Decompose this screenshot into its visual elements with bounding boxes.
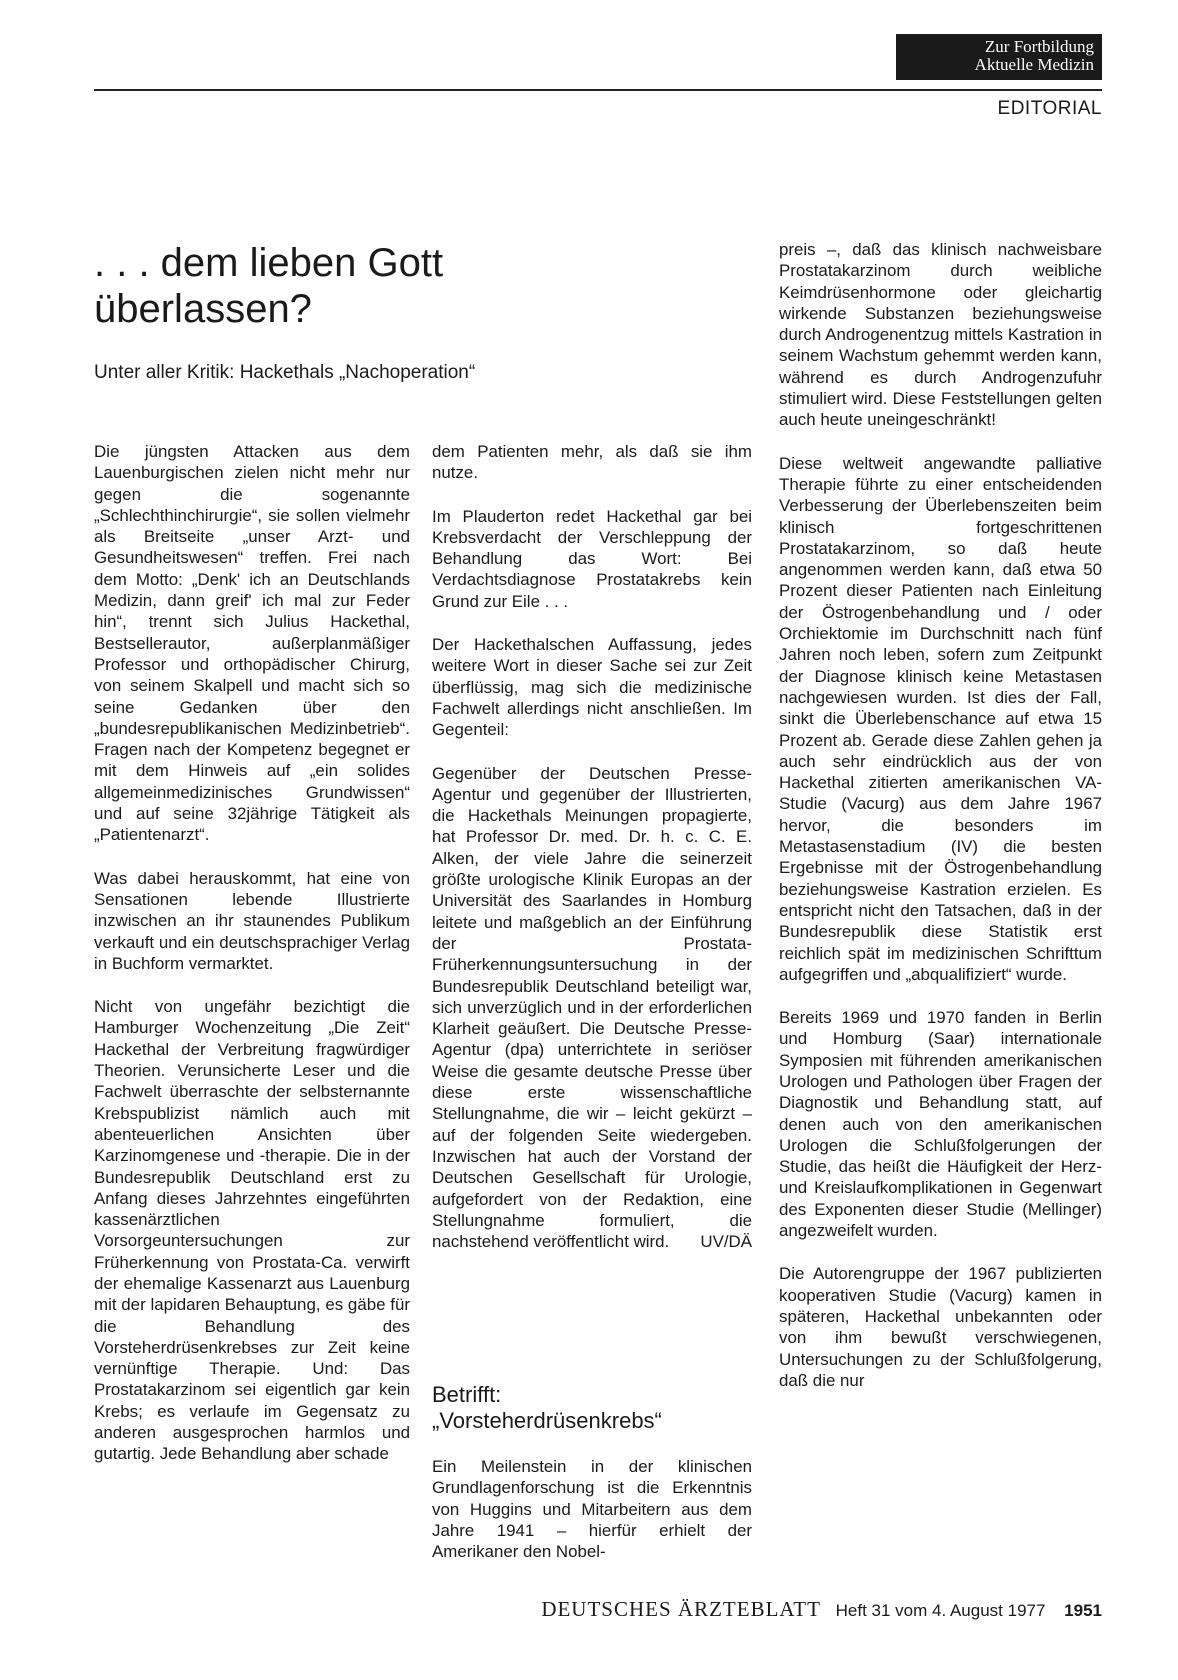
paragraph: Bereits 1969 und 1970 fanden in Berlin und Homburg (Saar) internationale Symposien mit führenden amerikanischen Urologen und Pathologen über Fragen der Diagnostik und Behandlung statt, auf denen auch von den amerikanischen Urologen die Schlußfolgerungen der Studie, das heißt die Häufigkeit der Herz- und Kreislaufkomplikationen in Gegenwart des Exponenten dieser Studie (Mellinger) angezweifelt wurden. xyxy=(779,1008,1102,1241)
section-heading-line1: Betrifft: xyxy=(432,1382,502,1407)
page-number: 1951 xyxy=(1064,1601,1102,1620)
paragraph: Was dabei herauskommt, hat eine von Sensationen lebende Illustrierte inzwischen an ihr staunendes Publikum verkauft und ein deutschsprachiger Verlag in Buchform vermarktet. xyxy=(94,868,410,973)
issue-info: Heft 31 vom 4. August 1977 xyxy=(835,1601,1046,1620)
section-label: EDITORIAL xyxy=(997,98,1102,119)
article-title-line1: . . . dem lieben Gott xyxy=(94,241,444,285)
section-heading-line2: „Vorsteherdrüsenkrebs“ xyxy=(432,1408,662,1433)
paragraph: Die jüngsten Attacken aus dem Lauenburgischen zielen nicht mehr nur gegen die sogenannte „Schlechthinchirurgie“, sie sollen vielmehr als Breitseite „unser Arzt- und Gesundheitswesen“ treffen. Frei nach dem Motto: „Denk' ich an Deutschlands Medizin, dann greif' ich mal zur Feder hin“, trennt sich Julius Hackethal, Bestsellerautor, außerplanmäßiger Professor und orthopädischer Chirurg, von seinem Skalpell und macht sich so seine Gedanken über den „bundesrepublikanischen Medizinbetrieb“. Fragen nach der Kompetenz begegnet er mit dem Hinweis auf „ein solides allgemeinmedizinisches Grundwissen“ und auf seine 32jährige Tätigkeit als „Patientenarzt“. xyxy=(94,442,410,845)
section-tag-line1: Zur Fortbildung xyxy=(984,37,1094,56)
paragraph: preis –, daß das klinisch nachweisbare Prostatakarzinom durch weibliche Keimdrüsenhormone oder gleichartig wirkende Substanzen beziehungsweise durch Androgenentzug mittels Kastration in seinem Wachstum gehemmt werden kann, während es durch Androgenzufuhr stimuliert wird. Diese Feststellungen gelten auch heute uneingeschränkt! xyxy=(779,240,1102,430)
article-subtitle: Unter aller Kritik: Hackethals „Nachoperation“ xyxy=(94,362,476,383)
article-title xyxy=(94,240,794,332)
section-tag-line2: Aktuelle Medizin xyxy=(974,55,1094,74)
column-2-continued xyxy=(432,1456,752,1584)
paragraph: Im Plauderton redet Hackethal gar bei Krebsverdacht der Verschleppung der Behandlung das Wort: Bei Verdachtsdiagnose Prostatakrebs kein Grund zur Eile . . . xyxy=(432,506,752,611)
article-title-line2: überlassen? xyxy=(94,287,312,331)
column-1 xyxy=(94,441,410,1487)
section-tag xyxy=(896,34,1102,80)
paragraph: Ein Meilenstein in der klinischen Grundlagenforschung ist die Erkenntnis von Huggins und Mitarbeitern aus dem Jahre 1941 – hierfür erhielt der Amerikaner den Nobel- xyxy=(432,1457,752,1562)
paragraph xyxy=(432,763,752,1253)
paragraph: Diese weltweit angewandte palliative Therapie führte zu einer entscheidenden Verbesserung der Überlebenszeiten beim klinisch fortgeschrittenen Prostatakarzinom, so daß heute angenommen werden kann, daß etwa 50 Prozent dieser Patienten nach Einleitung der Östrogenbehandlung und / oder Orchiektomie im Durchschnitt nach fünf Jahren noch leben, sofern zum Zeitpunkt der Diagnose klinisch keine Metastasen nachgewiesen wurden. Ist dies der Fall, sinkt die Überlebenschance auf etwa 15 Prozent ab. Gerade diese Zahlen gehen ja auch sehr eindrücklich aus der von Hackethal zitierten amerikanischen VA-Studie (Vacurg) aus dem Jahre 1967 hervor, die besonders im Metastasenstadium (IV) die besten Ergebnisse mit der Östrogenbehandlung beziehungsweise Kastration erzielen. Es entspricht nicht den Tatsachen, daß in der Bundesrepublik diese Statistik erst reichlich spät im medizinischen Schrifttum aufgegriffen und „abqualifiziert“ wurde. xyxy=(779,453,1102,984)
author-signature: UV/DÄ xyxy=(700,1232,752,1252)
column-2 xyxy=(432,441,752,1274)
section-heading xyxy=(432,1382,752,1434)
paragraph: dem Patienten mehr, als daß sie ihm nutze. xyxy=(432,442,752,483)
column-3 xyxy=(779,239,1102,1413)
journal-name: DEUTSCHES ÄRZTEBLATT xyxy=(541,1597,821,1621)
paragraph: Der Hackethalschen Auffassung, jedes weitere Wort in dieser Sache sei zur Zeit überflüssig, mag sich die medizinische Fachwelt allerdings nicht anschließen. Im Gegenteil: xyxy=(432,635,752,740)
page-footer xyxy=(541,1597,1102,1622)
paragraph: Nicht von ungefähr bezichtigt die Hamburger Wochenzeitung „Die Zeit“ Hackethal der Verbreitung fragwürdiger Theorien. Verunsicherte Leser und die Fachwelt überraschte der selbsternannte Krebspublizist nämlich auch mit abenteuerlichen Ansichten über Karzinomgenese und -therapie. Die in der Bundesrepublik Deutschland erst zu Anfang dieses Jahrzehntes eingeführten kassenärztlichen Vorsorgeuntersuchungen zur Früherkennung von Prostata-Ca. verwirft der ehemalige Kassenarzt aus Lauenburg mit der lapidaren Behauptung, es gäbe für die Behandlung des Vorsteherdrüsenkrebses zur Zeit keine vernünftige Therapie. Und: Das Prostatakarzinom sei eigentlich gar kein Krebs; es verlaufe im Gegensatz zu anderen ausgesprochen harmlos und gutartig. Jede Behandlung aber schade xyxy=(94,997,410,1464)
header-rule xyxy=(94,89,1102,91)
paragraph: Die Autorengruppe der 1967 publizierten kooperativen Studie (Vacurg) kamen in späteren, Hackethal unbekannten oder von ihm bewußt verschwiegenen, Untersuchungen zu der Schlußfolgerung, daß die nur xyxy=(779,1264,1102,1390)
paragraph-text: Gegenüber der Deutschen Presse-Agentur und gegenüber der Illustrierten, die Hackethals Meinungen propagierte, hat Professor Dr. med. Dr. h. c. C. E. Alken, der viele Jahre die seinerzeit größte urologische Klinik Europas an der Universität des Saarlandes in Homburg leitete und maßgeblich an der Einführung der Prostata-Früherkennungsuntersuchung in der Bundesrepublik Deutschland beteiligt war, sich unverzüglich und in der erforderlichen Klarheit geäußert. Die Deutsche Presse-Agentur (dpa) unterrichtete in seriöser Weise die gesamte deutsche Presse über diese erste wissenschaftliche Stellungnahme, die wir – leicht gekürzt – auf der folgenden Seite wiedergeben. Inzwischen hat auch der Vorstand der Deutschen Gesellschaft für Urologie, aufgefordert von der Redaktion, eine Stellungnahme formuliert, die nachstehend veröffentlicht wird. xyxy=(432,763,752,1252)
